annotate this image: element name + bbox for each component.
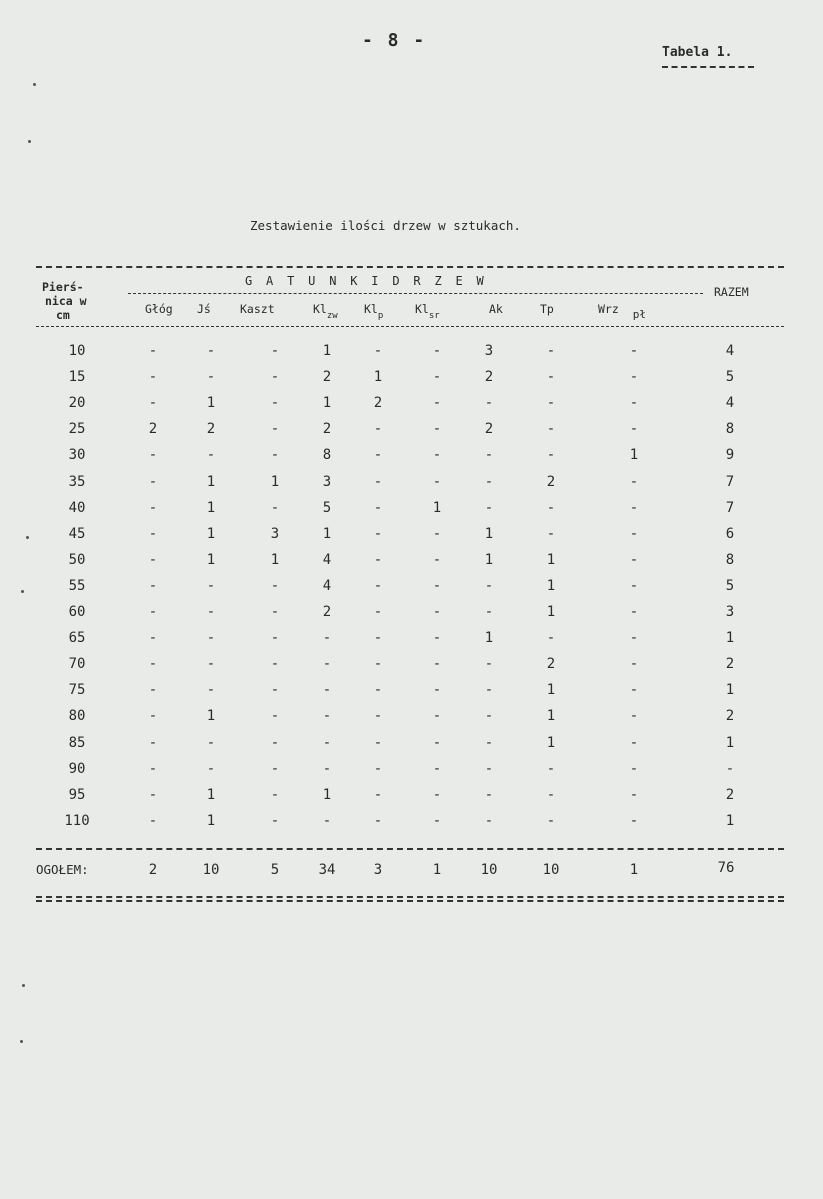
count-cell: - <box>432 473 442 490</box>
count-cell: - <box>432 812 442 829</box>
row-total-cell: 3 <box>725 604 735 620</box>
scan-speck <box>22 984 25 987</box>
count-cell: 1 <box>206 499 216 516</box>
count-cell: - <box>270 447 280 464</box>
diameter-cell: 45 <box>68 525 86 542</box>
count-cell: 1 <box>373 369 383 386</box>
count-cell: 1 <box>206 395 216 412</box>
count-cell: - <box>432 708 442 725</box>
count-cell: 1 <box>484 630 494 647</box>
count-cell: 1 <box>206 812 216 829</box>
count-cell: - <box>373 577 383 594</box>
scan-speck <box>21 590 24 593</box>
count-cell: - <box>270 369 280 386</box>
scan-speck <box>28 140 31 143</box>
total-header: RAZEM <box>714 285 749 299</box>
count-cell: 2 <box>484 369 494 386</box>
count-cell: - <box>546 343 556 359</box>
row-total-cell: 2 <box>725 786 735 803</box>
count-cell: - <box>270 734 280 751</box>
count-cell: 4 <box>322 551 332 568</box>
count-cell: 1 <box>484 551 494 568</box>
row-total-cell: 2 <box>725 708 735 725</box>
count-cell: - <box>546 447 556 464</box>
count-cell: - <box>546 421 556 438</box>
count-cell: - <box>432 734 442 751</box>
count-cell: - <box>629 760 639 777</box>
count-cell: - <box>373 708 383 725</box>
column-total-cell: 10 <box>480 862 498 878</box>
count-cell: - <box>432 343 442 359</box>
scan-speck <box>26 536 29 539</box>
count-cell: - <box>270 786 280 803</box>
count-cell: - <box>432 682 442 699</box>
count-cell: 8 <box>322 447 332 464</box>
diameter-cell: 60 <box>68 604 86 620</box>
count-cell: - <box>629 473 639 490</box>
row-total-cell: 2 <box>725 656 735 673</box>
count-cell: - <box>432 395 442 412</box>
column-total-cell: 10 <box>202 862 220 878</box>
row-total-cell: 1 <box>725 682 735 699</box>
count-cell: - <box>270 499 280 516</box>
count-cell: - <box>484 682 494 699</box>
species-header <box>145 302 173 316</box>
count-cell: 2 <box>546 473 556 490</box>
count-cell: 2 <box>546 656 556 673</box>
diameter-cell: 50 <box>68 551 86 568</box>
header-bottom-rule <box>36 326 784 327</box>
count-cell: 2 <box>148 421 158 438</box>
row-total-cell: 1 <box>725 734 735 751</box>
count-cell: - <box>629 577 639 594</box>
count-cell: - <box>206 604 216 620</box>
species-header <box>415 302 440 321</box>
count-cell: - <box>432 604 442 620</box>
count-cell: 1 <box>206 525 216 542</box>
row-total-cell: 8 <box>725 551 735 568</box>
diameter-cell: 65 <box>68 630 86 647</box>
count-cell: - <box>629 525 639 542</box>
count-cell: - <box>322 682 332 699</box>
count-cell: - <box>629 786 639 803</box>
species-header <box>489 302 503 316</box>
diameter-cell: 30 <box>68 447 86 464</box>
row-total-cell: 8 <box>725 421 735 438</box>
count-cell: - <box>432 421 442 438</box>
count-cell: - <box>546 369 556 386</box>
row-total-cell: 1 <box>725 630 735 647</box>
count-cell: 1 <box>322 395 332 412</box>
count-cell: 1 <box>270 473 280 490</box>
count-cell: - <box>546 786 556 803</box>
count-cell: - <box>270 395 280 412</box>
count-cell: 1 <box>322 786 332 803</box>
species-header <box>313 302 338 321</box>
count-cell: - <box>484 473 494 490</box>
count-cell: - <box>484 577 494 594</box>
count-cell: 1 <box>484 525 494 542</box>
count-cell: - <box>148 525 158 542</box>
count-cell: - <box>629 395 639 412</box>
count-cell: 2 <box>373 395 383 412</box>
count-cell: - <box>373 630 383 647</box>
count-cell: - <box>148 551 158 568</box>
count-cell: - <box>484 760 494 777</box>
count-cell: - <box>270 577 280 594</box>
count-cell: - <box>629 734 639 751</box>
count-cell: - <box>432 369 442 386</box>
count-cell: - <box>432 447 442 464</box>
count-cell: 1 <box>206 551 216 568</box>
count-cell: - <box>148 369 158 386</box>
count-cell: - <box>148 630 158 647</box>
diameter-cell: 35 <box>68 473 86 490</box>
diameter-cell: 15 <box>68 369 86 386</box>
count-cell: - <box>270 760 280 777</box>
count-cell: - <box>322 812 332 829</box>
count-cell: - <box>148 343 158 359</box>
count-cell: 1 <box>546 708 556 725</box>
diameter-cell: 70 <box>68 656 86 673</box>
count-cell: - <box>629 421 639 438</box>
count-cell: 2 <box>206 421 216 438</box>
count-cell: - <box>546 630 556 647</box>
species-header-subscript: p <box>377 311 384 321</box>
count-cell: 2 <box>322 604 332 620</box>
diameter-cell: 80 <box>68 708 86 725</box>
count-cell: 1 <box>270 551 280 568</box>
count-cell: - <box>432 760 442 777</box>
column-total-cell: 2 <box>148 862 158 878</box>
table-label-underline <box>662 66 754 68</box>
totals-top-rule <box>36 848 784 850</box>
species-header <box>540 302 554 316</box>
count-cell: - <box>206 682 216 699</box>
row-total-cell: 4 <box>725 343 735 359</box>
diameter-cell: 110 <box>64 812 90 829</box>
count-cell: - <box>373 656 383 673</box>
species-header <box>364 302 384 321</box>
column-total-cell: 1 <box>629 862 639 878</box>
count-cell: - <box>373 786 383 803</box>
diameter-cell: 20 <box>68 395 86 412</box>
count-cell: - <box>373 604 383 620</box>
diameter-cell: 55 <box>68 577 86 594</box>
count-cell: - <box>148 734 158 751</box>
species-header-name: Głóg <box>145 302 173 316</box>
species-header-name: Kl <box>364 302 378 316</box>
count-cell: - <box>432 630 442 647</box>
row-total-cell: 6 <box>725 525 735 542</box>
count-cell: - <box>148 447 158 464</box>
species-header-subscript: zw <box>326 311 338 321</box>
count-cell: - <box>546 395 556 412</box>
table-title: Zestawienie ilości drzew w sztukach. <box>250 218 521 233</box>
species-header-subscript: pł <box>632 308 647 321</box>
totals-label: OGOŁEM: <box>36 862 89 877</box>
count-cell: - <box>629 656 639 673</box>
count-cell: 2 <box>484 421 494 438</box>
count-cell: - <box>148 577 158 594</box>
species-header-name: Kl <box>415 302 429 316</box>
count-cell: - <box>546 760 556 777</box>
diameter-cell: 10 <box>68 343 86 359</box>
count-cell: - <box>629 499 639 516</box>
count-cell: 1 <box>322 525 332 542</box>
count-cell: - <box>373 734 383 751</box>
count-cell: - <box>270 421 280 438</box>
count-cell: - <box>432 786 442 803</box>
species-group-rule <box>128 293 703 294</box>
count-cell: - <box>148 682 158 699</box>
diameter-header-line-2: nica w <box>45 294 87 308</box>
count-cell: - <box>373 499 383 516</box>
count-cell: - <box>322 656 332 673</box>
count-cell: - <box>484 447 494 464</box>
count-cell: - <box>322 734 332 751</box>
count-cell: - <box>148 760 158 777</box>
row-total-cell: 7 <box>725 499 735 516</box>
count-cell: - <box>373 421 383 438</box>
count-cell: - <box>206 656 216 673</box>
count-cell: - <box>322 630 332 647</box>
row-total-cell: 5 <box>725 369 735 386</box>
table-bottom-rule-1 <box>36 896 784 898</box>
count-cell: - <box>148 473 158 490</box>
row-total-cell: 4 <box>725 395 735 412</box>
count-cell: - <box>484 708 494 725</box>
count-cell: - <box>270 656 280 673</box>
diameter-cell: 85 <box>68 734 86 751</box>
scan-speck <box>20 1040 23 1043</box>
species-header-name: Kl <box>313 302 327 316</box>
species-group-header: G A T U N K I D R Z E W <box>245 274 488 288</box>
count-cell: - <box>206 630 216 647</box>
table-label: Tabela 1. <box>662 45 733 60</box>
column-total-cell: 34 <box>318 862 336 878</box>
row-total-cell: 7 <box>725 473 735 490</box>
count-cell: - <box>432 525 442 542</box>
count-cell: - <box>148 499 158 516</box>
diameter-header-line-3: cm <box>56 308 70 322</box>
diameter-header <box>42 280 87 322</box>
count-cell: - <box>148 395 158 412</box>
count-cell: - <box>206 734 216 751</box>
count-cell: 1 <box>322 343 332 359</box>
count-cell: - <box>629 604 639 620</box>
count-cell: - <box>270 682 280 699</box>
row-total-cell: 9 <box>725 447 735 464</box>
count-cell: - <box>373 473 383 490</box>
count-cell: - <box>629 369 639 386</box>
count-cell: 3 <box>484 343 494 359</box>
count-cell: 2 <box>322 421 332 438</box>
count-cell: - <box>270 708 280 725</box>
page-number: - 8 - <box>362 30 427 51</box>
count-cell: - <box>206 760 216 777</box>
count-cell: - <box>629 551 639 568</box>
count-cell: 1 <box>206 786 216 803</box>
count-cell: 1 <box>546 551 556 568</box>
count-cell: - <box>484 604 494 620</box>
diameter-header-line-1: Pierś- <box>42 280 84 294</box>
grand-total-cell: 76 <box>717 860 735 876</box>
count-cell: - <box>373 447 383 464</box>
count-cell: - <box>148 604 158 620</box>
count-cell: - <box>629 343 639 359</box>
species-header-name: Tp <box>540 302 554 316</box>
count-cell: - <box>484 656 494 673</box>
diameter-cell: 95 <box>68 786 86 803</box>
count-cell: - <box>373 682 383 699</box>
count-cell: - <box>432 577 442 594</box>
count-cell: - <box>148 656 158 673</box>
count-cell: 1 <box>432 499 442 516</box>
count-cell: - <box>546 525 556 542</box>
count-cell: - <box>629 630 639 647</box>
species-header <box>598 302 647 321</box>
count-cell: 3 <box>270 525 280 542</box>
column-total-cell: 10 <box>542 862 560 878</box>
count-cell: - <box>270 604 280 620</box>
species-header-name: Ak <box>489 302 503 316</box>
species-header-subscript: sr <box>428 311 440 321</box>
species-header-name: Jś <box>197 302 211 316</box>
scan-speck <box>33 83 36 86</box>
count-cell: - <box>629 812 639 829</box>
row-total-cell: 5 <box>725 577 735 594</box>
count-cell: 5 <box>322 499 332 516</box>
count-cell: - <box>206 343 216 359</box>
diameter-cell: 90 <box>68 760 86 777</box>
count-cell: 1 <box>546 577 556 594</box>
count-cell: - <box>206 447 216 464</box>
count-cell: - <box>206 577 216 594</box>
count-cell: 1 <box>546 682 556 699</box>
count-cell: - <box>206 369 216 386</box>
count-cell: 1 <box>546 604 556 620</box>
count-cell: 1 <box>206 473 216 490</box>
diameter-cell: 75 <box>68 682 86 699</box>
count-cell: 3 <box>322 473 332 490</box>
count-cell: - <box>484 499 494 516</box>
count-cell: - <box>270 630 280 647</box>
column-total-cell: 5 <box>270 862 280 878</box>
table-bottom-rule-2 <box>36 900 784 902</box>
count-cell: - <box>432 656 442 673</box>
count-cell: - <box>546 812 556 829</box>
count-cell: - <box>484 734 494 751</box>
count-cell: - <box>484 395 494 412</box>
table-top-rule <box>36 266 784 268</box>
count-cell: - <box>629 708 639 725</box>
count-cell: - <box>432 551 442 568</box>
count-cell: - <box>270 343 280 359</box>
count-cell: - <box>148 786 158 803</box>
species-header-name: Kaszt <box>240 302 275 316</box>
count-cell: 1 <box>546 734 556 751</box>
row-total-cell: 1 <box>725 812 735 829</box>
count-cell: 2 <box>322 369 332 386</box>
count-cell: - <box>484 812 494 829</box>
count-cell: - <box>270 812 280 829</box>
count-cell: - <box>629 682 639 699</box>
count-cell: - <box>373 343 383 359</box>
species-header <box>197 302 211 316</box>
count-cell: - <box>148 812 158 829</box>
diameter-cell: 25 <box>68 421 86 438</box>
count-cell: - <box>546 499 556 516</box>
count-cell: 1 <box>629 447 639 464</box>
count-cell: 1 <box>206 708 216 725</box>
count-cell: - <box>373 551 383 568</box>
count-cell: - <box>484 786 494 803</box>
count-cell: - <box>322 760 332 777</box>
species-header <box>240 302 275 316</box>
count-cell: - <box>322 708 332 725</box>
count-cell: - <box>148 708 158 725</box>
diameter-cell: 40 <box>68 499 86 516</box>
row-total-cell: - <box>725 760 735 777</box>
column-total-cell: 1 <box>432 862 442 878</box>
count-cell: - <box>373 760 383 777</box>
count-cell: - <box>373 525 383 542</box>
count-cell: 4 <box>322 577 332 594</box>
column-total-cell: 3 <box>373 862 383 878</box>
species-header-name: Wrz <box>598 302 619 316</box>
count-cell: - <box>373 812 383 829</box>
